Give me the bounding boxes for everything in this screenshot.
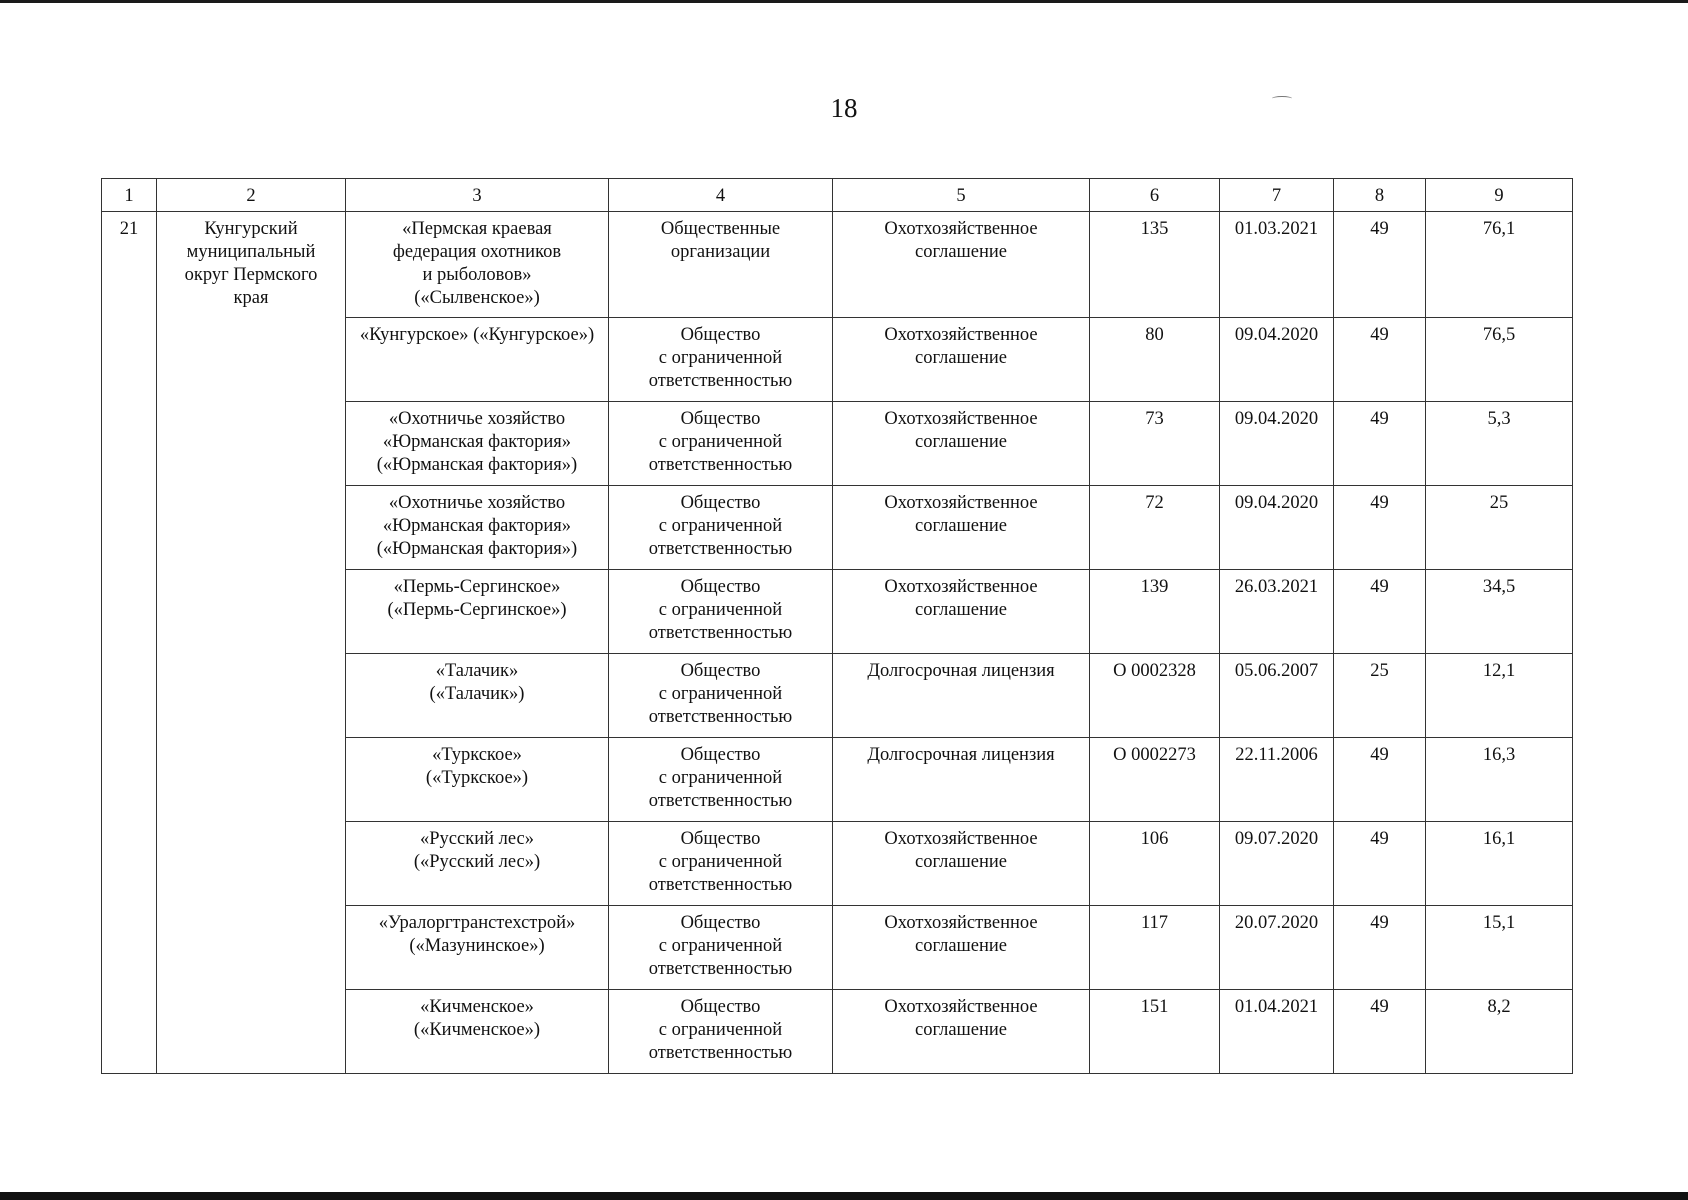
org-form-cell: Общество с ограниченной ответственностью [609,654,833,738]
group-number-cell: 21 [102,212,157,1074]
user-cell: «Кичменское» («Кичменское») [346,990,609,1074]
date-cell: 01.04.2021 [1220,990,1334,1074]
user-cell: «Туркское» («Туркское») [346,738,609,822]
date-cell: 20.07.2020 [1220,906,1334,990]
term-cell: 25 [1334,654,1426,738]
table-header [102,179,1573,212]
header-cell-1: 1 [102,179,157,212]
area-cell: 16,3 [1426,738,1573,822]
doc-type-cell: Охотхозяйственное соглашение [833,486,1090,570]
header-cell-6: 6 [1090,179,1220,212]
date-cell: 09.04.2020 [1220,402,1334,486]
org-form-cell: Общество с ограниченной ответственностью [609,822,833,906]
area-cell: 8,2 [1426,990,1573,1074]
term-cell: 49 [1334,212,1426,318]
doc-type-cell: Долгосрочная лицензия [833,738,1090,822]
header-row [102,179,1573,212]
stray-mark [1272,96,1292,101]
doc-type-cell: Охотхозяйственное соглашение [833,822,1090,906]
doc-number-cell: 73 [1090,402,1220,486]
table-body [102,212,1573,1074]
org-form-cell: Общественные организации [609,212,833,318]
area-cell: 34,5 [1426,570,1573,654]
user-cell: «Уралоргтранстехстрой» («Мазунинское») [346,906,609,990]
user-cell: «Пермь-Сергинское» («Пермь-Сергинское») [346,570,609,654]
user-cell: «Русский лес» («Русский лес») [346,822,609,906]
doc-number-cell: 72 [1090,486,1220,570]
doc-type-cell: Охотхозяйственное соглашение [833,402,1090,486]
scan-edge-bottom [0,1192,1688,1200]
doc-type-cell: Охотхозяйственное соглашение [833,990,1090,1074]
term-cell: 49 [1334,486,1426,570]
area-cell: 76,5 [1426,318,1573,402]
area-cell: 76,1 [1426,212,1573,318]
user-cell: «Охотничье хозяйство «Юрманская фактория» («Юрманская фактория») [346,486,609,570]
doc-type-cell: Долгосрочная лицензия [833,654,1090,738]
doc-number-cell: 80 [1090,318,1220,402]
org-form-cell: Общество с ограниченной ответственностью [609,486,833,570]
header-cell-2: 2 [157,179,346,212]
area-cell: 16,1 [1426,822,1573,906]
hunting-grounds-table [101,178,1573,1074]
doc-type-cell: Охотхозяйственное соглашение [833,318,1090,402]
area-cell: 5,3 [1426,402,1573,486]
doc-type-cell: Охотхозяйственное соглашение [833,570,1090,654]
user-cell: «Кунгурское» («Кунгурское») [346,318,609,402]
org-form-cell: Общество с ограниченной ответственностью [609,402,833,486]
date-cell: 26.03.2021 [1220,570,1334,654]
doc-type-cell: Охотхозяйственное соглашение [833,906,1090,990]
org-form-cell: Общество с ограниченной ответственностью [609,990,833,1074]
header-cell-3: 3 [346,179,609,212]
page-number: 18 [830,93,858,123]
area-cell: 12,1 [1426,654,1573,738]
date-cell: 01.03.2021 [1220,212,1334,318]
area-cell: 15,1 [1426,906,1573,990]
doc-number-cell: 151 [1090,990,1220,1074]
term-cell: 49 [1334,318,1426,402]
municipality-cell: Кунгурский муниципальный округ Пермского края [157,212,346,1074]
org-form-cell: Общество с ограниченной ответственностью [609,570,833,654]
date-cell: 09.04.2020 [1220,318,1334,402]
date-cell: 22.11.2006 [1220,738,1334,822]
term-cell: 49 [1334,822,1426,906]
term-cell: 49 [1334,570,1426,654]
header-cell-5: 5 [833,179,1090,212]
header-cell-7: 7 [1220,179,1334,212]
doc-type-cell: Охотхозяйственное соглашение [833,212,1090,318]
user-cell: «Охотничье хозяйство «Юрманская фактория» («Юрманская фактория») [346,402,609,486]
header-cell-8: 8 [1334,179,1426,212]
doc-number-cell: 106 [1090,822,1220,906]
date-cell: 09.07.2020 [1220,822,1334,906]
date-cell: 05.06.2007 [1220,654,1334,738]
area-cell: 25 [1426,486,1573,570]
org-form-cell: Общество с ограниченной ответственностью [609,318,833,402]
term-cell: 49 [1334,738,1426,822]
scan-edge-top [0,0,1688,3]
user-cell: «Пермская краевая федерация охотников и рыболовов» («Сылвенское») [346,212,609,318]
org-form-cell: Общество с ограниченной ответственностью [609,906,833,990]
user-cell: «Талачик» («Талачик») [346,654,609,738]
doc-number-cell: 117 [1090,906,1220,990]
org-form-cell: Общество с ограниченной ответственностью [609,738,833,822]
header-cell-9: 9 [1426,179,1573,212]
doc-number-cell: 135 [1090,212,1220,318]
term-cell: 49 [1334,402,1426,486]
date-cell: 09.04.2020 [1220,486,1334,570]
term-cell: 49 [1334,990,1426,1074]
doc-number-cell: О 0002328 [1090,654,1220,738]
doc-number-cell: О 0002273 [1090,738,1220,822]
header-cell-4: 4 [609,179,833,212]
table-row [102,212,1573,318]
doc-number-cell: 139 [1090,570,1220,654]
term-cell: 49 [1334,906,1426,990]
